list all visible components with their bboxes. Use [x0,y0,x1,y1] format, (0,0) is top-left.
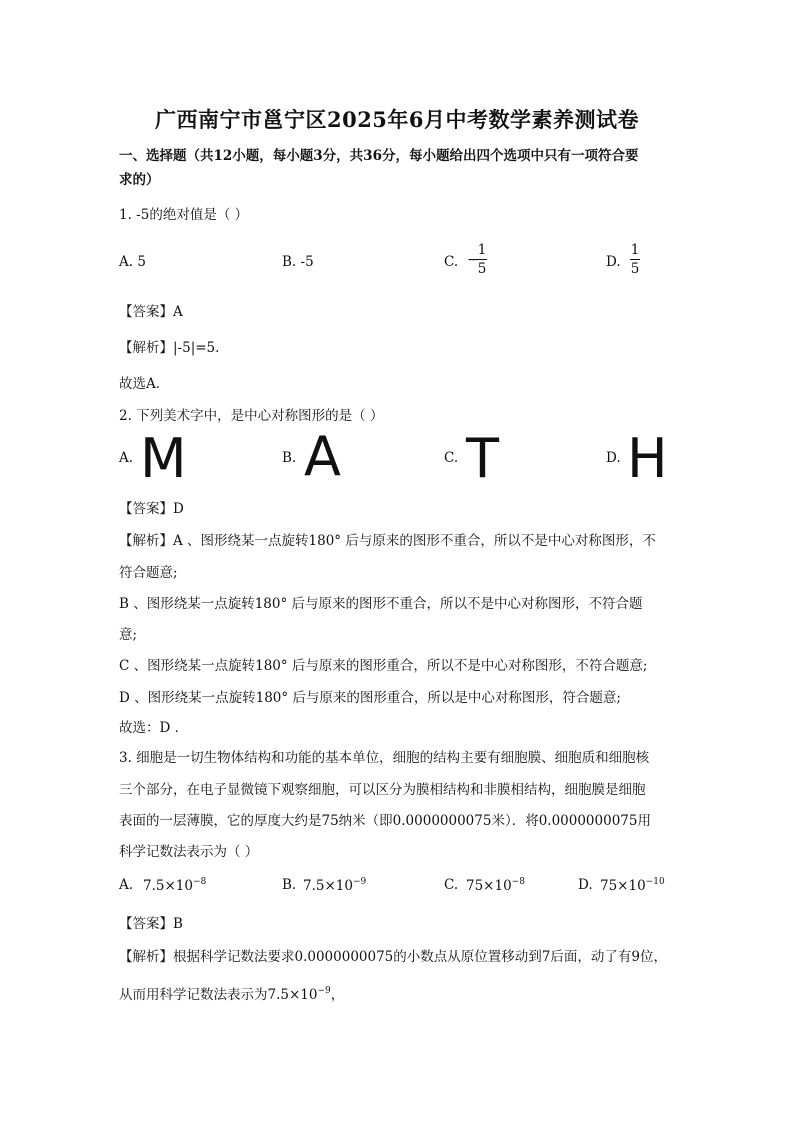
q3-option-a-label: A. [119,877,134,893]
q2-analysis-line-6: D 、图形绕某一点旋转180° 后与原来的图形重合，所以是中心对称图形，符合题意; [119,690,621,706]
q1-stem: 1. -5的绝对值是（ ） [119,207,249,223]
q1-option-a: A. 5 [119,254,146,270]
q2-analysis-line-2: 符合题意; [119,565,178,581]
q3-stem-line-1: 3. 细胞是一切生物体结构和功能的基本单位，细胞的结构主要有细胞膜、细胞质和细胞核 [119,750,650,766]
q3-option-b-label: B. [282,877,297,893]
q2-option-b-letter: A [304,425,341,488]
q3-option-c-value [466,877,525,894]
q3-analysis-base: 7.5×10 [267,987,318,1003]
q3-option-c-exponent: −8 [511,877,525,887]
q2-analysis-line-1: 【解析】A 、图形绕某一点旋转180° 后与原来的图形不重合，所以不是中心对称图形，不 [119,533,656,549]
q3-option-d-value [600,877,665,894]
q3-analysis-line-2 [119,983,344,1003]
q2-option-c-letter: T [466,427,499,490]
q2-stem: 2. 下列美术字中，是中心对称图形的是（ ） [119,408,384,424]
q3-option-c-base: 75×10 [466,878,512,894]
q3-stem-line-3: 表面的一层薄膜，它的厚度大约是75纳米（即0.0000000075米）．将0.0000000075用 [119,813,651,829]
q1-analysis: 【解析】|-5|=5. [119,340,220,356]
q3-option-b-value [303,877,366,894]
q2-analysis-line-3: B 、图形绕某一点旋转180° 后与原来的图形不重合，所以不是中心对称图形，不符合题 [119,596,643,612]
q2-analysis-line-5: C 、图形绕某一点旋转180° 后与原来的图形重合，所以不是中心对称图形，不符合题意; [119,658,648,674]
q2-answer: 【答案】D [119,501,184,517]
q3-analysis-line-1: 【解析】根据科学记数法要求0.0000000075的小数点从原位置移动到7后面，动了有9位， [119,949,667,965]
q1-option-c-sign: − [467,252,479,268]
fraction-bar [477,259,487,260]
q3-stem-line-4: 科学记数法表示为（ ） [119,844,259,860]
q3-option-d-label: D. [578,877,593,893]
q1-option-d-fraction [630,242,640,277]
q2-option-d-letter: H [627,427,668,490]
q2-option-a-letter: M [140,427,187,490]
q1-option-d-denominator: 5 [630,261,640,277]
q3-option-d-exponent: −10 [645,877,665,887]
q2-option-d-label: D. [606,450,621,466]
q1-option-c-label: C. [444,254,459,270]
q3-analysis-prefix: 从而用科学记数法表示为 [119,987,268,1003]
q3-answer: 【答案】B [119,916,183,932]
q1-option-b: B. -5 [282,254,314,270]
q2-option-b-label: B. [282,450,297,466]
q3-option-a-base: 7.5×10 [143,878,193,894]
q1-option-c-denominator: 5 [477,261,487,277]
fraction-bar [630,259,640,260]
q3-option-b-exponent: −9 [352,877,367,887]
q2-conclusion: 故选：D ． [119,720,189,736]
q1-option-d-label: D. [606,254,621,270]
q3-option-b-base: 7.5×10 [303,878,353,894]
q2-option-a-label: A. [119,450,134,466]
q1-conclusion: 故选A． [119,376,170,392]
q3-stem-line-2: 三个部分，在电子显微镜下观察细胞，可以区分为膜相结构和非膜相结构，细胞膜是细胞 [119,782,646,798]
q3-analysis-exponent: −9 [317,986,331,996]
q1-option-c-fraction [477,242,487,277]
q3-option-c-label: C. [444,877,459,893]
q1-option-c-numerator: 1 [477,242,487,258]
page-title: 广西南宁市邕宁区2025年6月中考数学素养测试卷 [154,107,640,132]
q2-option-c-label: C. [444,450,459,466]
q3-option-d-base: 75×10 [600,878,646,894]
section-heading-line-2: 求的） [119,172,160,188]
q3-option-a-exponent: −8 [192,877,207,887]
q3-analysis-suffix: ， [330,987,345,1003]
section-heading-line-1: 一、选择题（共12小题，每小题3分，共36分，每小题给出四个选项中只有一项符合要 [119,148,639,164]
q1-answer: 【答案】A [119,304,183,320]
q2-analysis-line-4: 意; [119,627,138,643]
q3-option-a-value [143,877,206,894]
q1-option-d-numerator: 1 [630,242,640,258]
